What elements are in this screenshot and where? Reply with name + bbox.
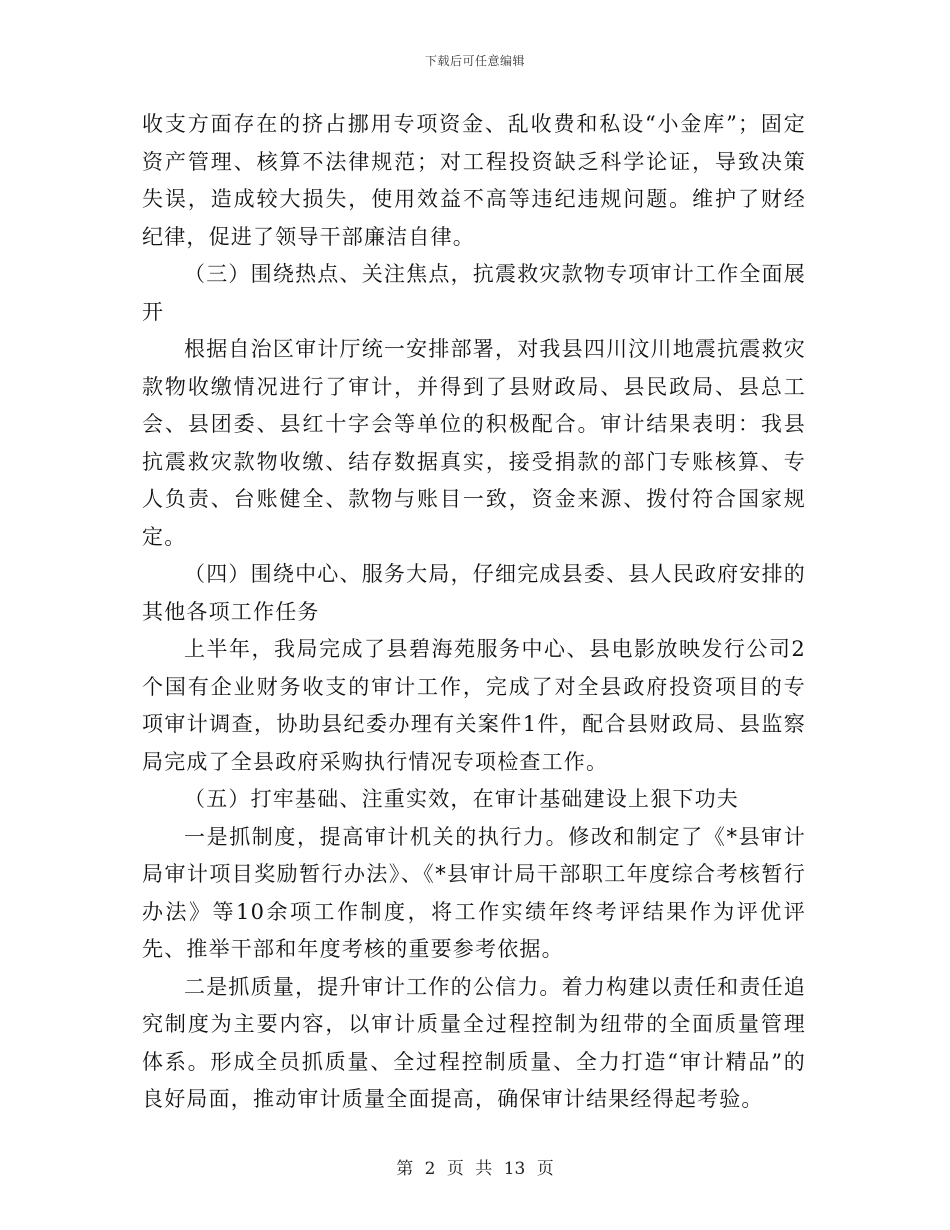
paragraph: 上半年，我局完成了县碧海苑服务中心、县电影放映发行公司2个国有企业财务收支的审计工作，完成了对全县政府投资项目的专项审计调查，协助县纪委办理有关案件1件，配合县财政局、县监察局完成了全县政府采购执行情况专项检查工作。 (142, 637, 806, 774)
paragraph: 二是抓质量，提升审计工作的公信力。着力构建以责任和责任追究制度为主要内容，以审计质量全过程控制为纽带的全面质量管理体系。形成全员抓质量、全过程控制质量、全力打造“审计精品”的良好局面，推动审计质量全面提高，确保审计结果经得起考验。 (142, 974, 806, 1111)
body-text (142, 106, 806, 1119)
section-heading-3: （三）围绕热点、关注焦点，抗震救灾款物专项审计工作全面展开 (142, 262, 806, 324)
section-heading-5: （五）打牢基础、注重实效，在审计基础建设上狠下功夫 (184, 787, 739, 811)
page-header: 下载后可任意编辑 (424, 54, 525, 68)
paragraph-continued: 收支方面存在的挤占挪用专项资金、乱收费和私设“小金库”；固定资产管理、核算不法律规范；对工程投资缺乏科学论证，导致决策失误，造成较大损失，使用效益不高等违纪违规问题。维护了财经纪律，促进了领导干部廉洁自律。 (142, 112, 806, 249)
page-number-footer: 第 2 页 共 13 页 (396, 1159, 554, 1179)
paragraph: 一是抓制度，提高审计机关的执行力。修改和制定了《*县审计局审计项目奖励暂行办法》、《*县审计局干部职工年度综合考核暂行办法》等10余项工作制度，将工作实绩年终考评结果作为评优评先、推举干部和年度考核的重要参考依据。 (142, 824, 806, 961)
paragraph: 根据自治区审计厅统一安排部署，对我县四川汶川地震抗震救灾款物收缴情况进行了审计，并得到了县财政局、县民政局、县总工会、县团委、县红十字会等单位的积极配合。审计结果表明：我县抗震救灾款物收缴、结存数据真实，接受捐款的部门专账核算、专人负责、台账健全、款物与账目一致，资金来源、拨付符合国家规定。 (142, 337, 806, 549)
section-heading-4: （四）围绕中心、服务大局，仔细完成县委、县人民政府安排的其他各项工作任务 (142, 562, 806, 624)
